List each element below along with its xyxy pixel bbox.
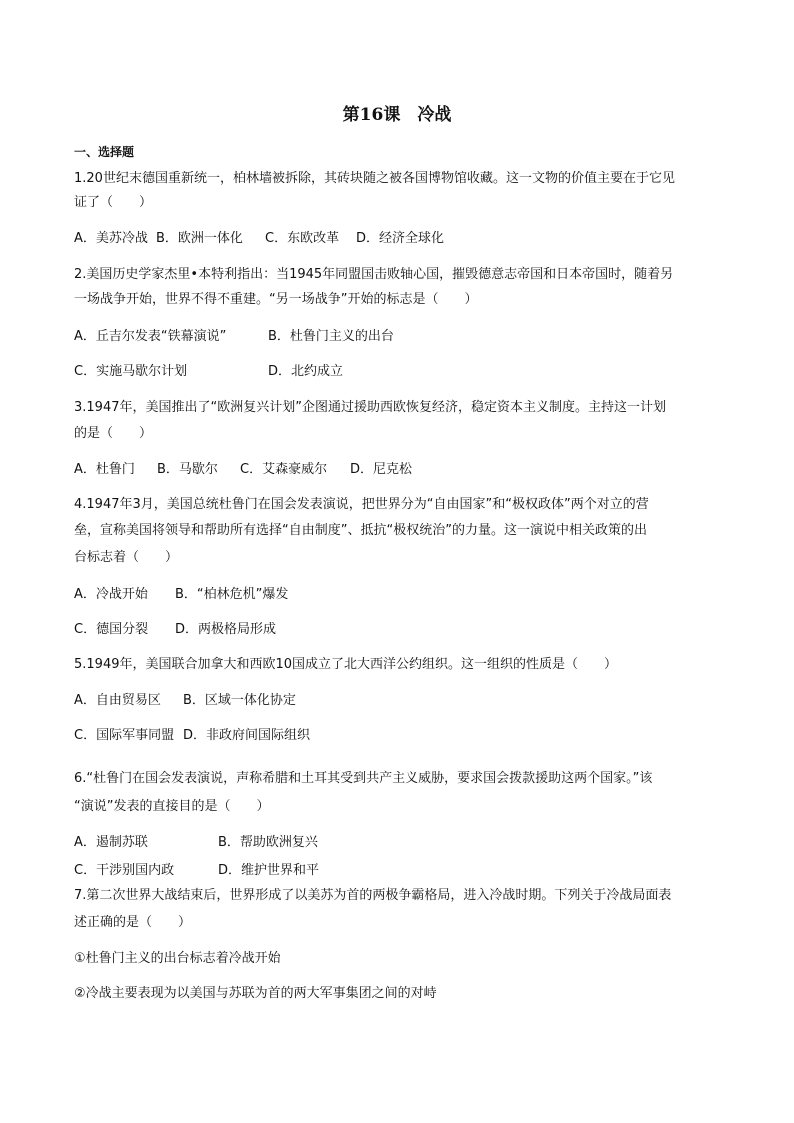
question-4-option-c: C．德国分裂 xyxy=(74,622,149,637)
question-1-text: 1.20世纪末德国重新统一，柏林墙被拆除，其砖块随之被各国博物馆收藏。这一文物的价值主要在于它见 xyxy=(74,171,675,186)
question-3-option-c: C．艾森豪威尔 xyxy=(240,462,328,477)
question-6-option-c: C．干涉别国内政 xyxy=(74,863,175,878)
question-6-option-b: B．帮助欧洲复兴 xyxy=(218,835,318,850)
question-3-option-a: A．杜鲁门 xyxy=(74,462,135,477)
question-3-text: 3.1947年，美国推出了“欧洲复兴计划”企图通过援助西欧恢复经济，稳定资本主义制度。主持这一计划 xyxy=(74,400,666,415)
question-1-option-a: A．美苏冷战 xyxy=(74,231,148,246)
question-4-option-d: D．两极格局形成 xyxy=(175,622,277,637)
question-2-text-cont: 一场战争开始，世界不得不重建。“另一场战争”开始的标志是（ ） xyxy=(74,292,478,307)
question-2-option-c: C．实施马歇尔计划 xyxy=(74,364,188,379)
question-2-text: 2.美国历史学家杰里•本特利指出：当1945年同盟国击败轴心国，摧毁德意志帝国和日本帝国时，随着另 xyxy=(74,267,674,282)
question-2-option-a: A．丘吉尔发表“铁幕演说” xyxy=(74,329,227,344)
question-2-option-b: B．杜鲁门主义的出台 xyxy=(268,329,394,344)
question-4-option-b: B．“柏林危机”爆发 xyxy=(175,587,289,602)
question-4-text-cont-2: 台标志着（ ） xyxy=(74,550,179,565)
question-5-text: 5.1949年，美国联合加拿大和西欧10国成立了北大西洋公约组织。这一组织的性质是（ ） xyxy=(74,657,618,672)
question-6-text-cont: “演说”发表的直接目的是（ ） xyxy=(74,799,270,814)
question-7-text: 7.第二次世界大战结束后，世界形成了以美苏为首的两极争霸格局，进入冷战时期。下列关于冷战局面表 xyxy=(74,888,672,903)
question-4-text: 4.1947年3月，美国总统杜鲁门在国会发表演说，把世界分为“自由国家”和“极权政体”两个对立的营 xyxy=(74,497,649,512)
question-6-text: 6.“杜鲁门在国会发表演说，声称希腊和土耳其受到共产主义威胁，要求国会拨款援助这两个国家。”该 xyxy=(74,771,653,786)
question-1-option-c: C．东欧改革 xyxy=(265,231,340,246)
question-1-option-d: D．经济全球化 xyxy=(356,231,445,246)
question-7-text-cont: 述正确的是（ ） xyxy=(74,915,192,930)
question-4-text-cont: 垒，宣称美国将领导和帮助所有选择“自由制度”、抵抗“极权统治”的力量。这一演说中相关政策的出 xyxy=(74,523,647,538)
question-7-statement-2: ②冷战主要表现为以美国与苏联为首的两大军事集团之间的对峙 xyxy=(74,986,437,1001)
question-5-option-d: D．非政府间国际组织 xyxy=(183,728,311,743)
question-6-option-a: A．遏制苏联 xyxy=(74,835,148,850)
question-4-option-a: A．冷战开始 xyxy=(74,587,148,602)
question-2-option-d: D．北约成立 xyxy=(268,364,344,379)
section-heading: 一、选择题 xyxy=(74,145,135,159)
question-1-text-cont: 证了（ ） xyxy=(74,195,153,210)
question-6-option-d: D．维护世界和平 xyxy=(218,863,320,878)
question-5-option-c: C．国际军事同盟 xyxy=(74,728,175,743)
question-5-option-b: B．区域一体化协定 xyxy=(183,693,296,708)
question-3-text-cont: 的是（ ） xyxy=(74,426,153,441)
question-5-option-a: A．自由贸易区 xyxy=(74,693,161,708)
question-1-option-b: B．欧洲一体化 xyxy=(156,231,243,246)
question-3-option-b: B．马歇尔 xyxy=(157,462,218,477)
page-title: 第16课 冷战 xyxy=(342,105,452,125)
question-7-statement-1: ①杜鲁门主义的出台标志着冷战开始 xyxy=(74,951,281,966)
question-3-option-d: D．尼克松 xyxy=(350,462,413,477)
